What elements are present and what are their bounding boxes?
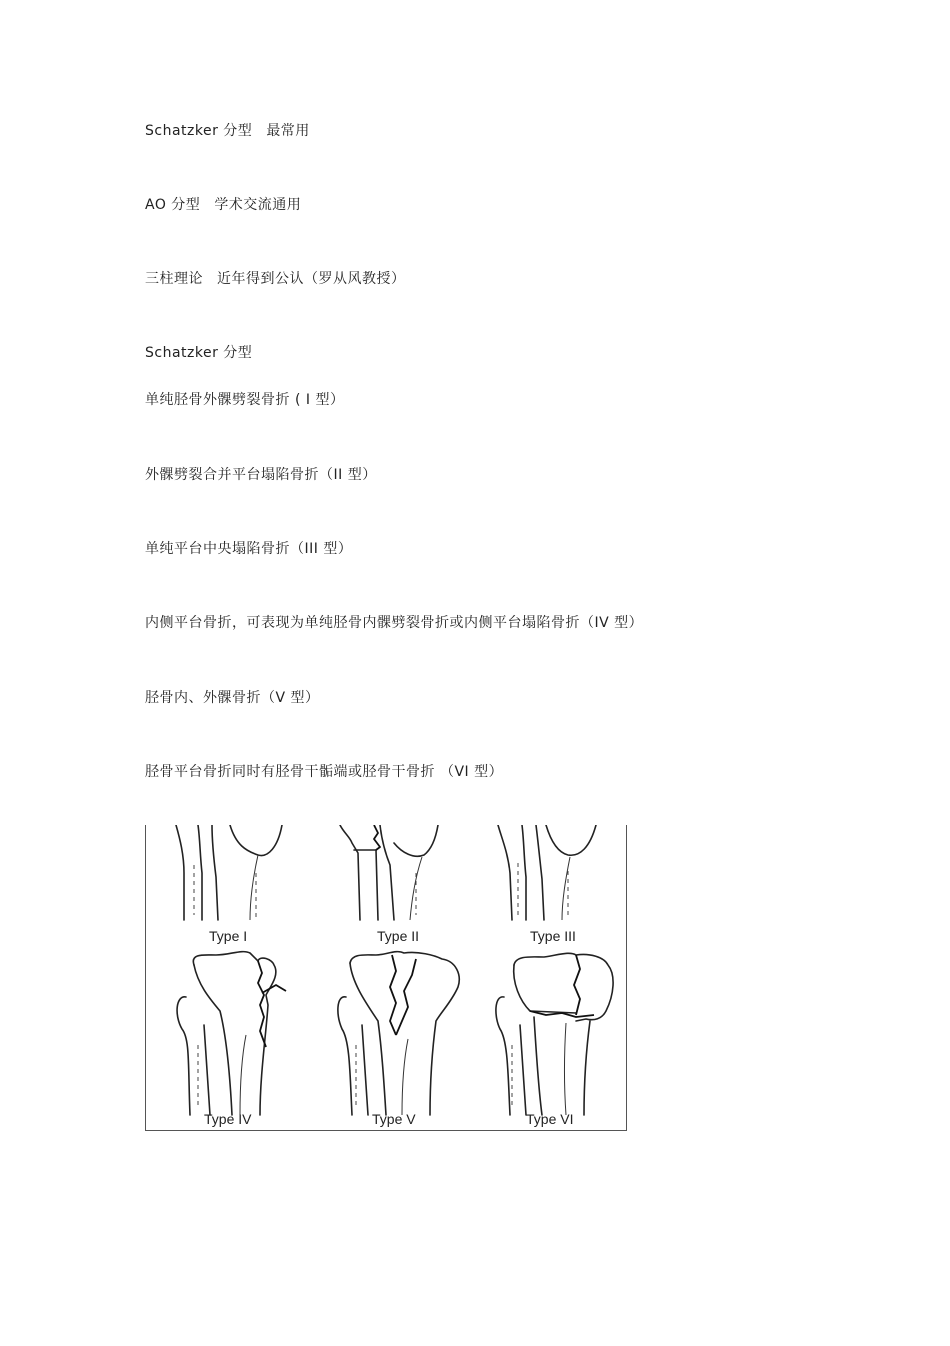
figure-label-type-ii: Type II <box>377 928 420 944</box>
note: 近年得到公认（罗从风教授） <box>217 271 406 287</box>
figure-label-type-iv: Type IV <box>204 1111 252 1127</box>
note: 学术交流通用 <box>214 197 302 213</box>
type-i-text: 单纯胫骨外髁劈裂骨折 ( I 型） <box>145 392 345 408</box>
figure-label-type-vi: Type VI <box>526 1111 574 1127</box>
type-i-drawing <box>176 825 282 920</box>
type-iii-text: 单纯平台中央塌陷骨折（III 型） <box>145 541 353 557</box>
figure-label-type-iii: Type III <box>530 928 576 944</box>
term: AO 分型 <box>145 197 201 213</box>
line-schatzker <box>145 120 310 140</box>
type-iii-drawing <box>498 825 596 920</box>
type-vi-drawing <box>496 953 613 1115</box>
type-v-text: 胫骨内、外髁骨折（V 型） <box>145 690 320 706</box>
term: 三柱理论 <box>145 271 203 287</box>
section-heading: Schatzker 分型 <box>145 345 253 361</box>
type-iv-text: 内侧平台骨折，可表现为单纯胫骨内髁劈裂骨折或内侧平台塌陷骨折（IV 型） <box>145 615 644 631</box>
line-three-column <box>145 268 406 288</box>
schatzker-classification-figure <box>145 825 627 1131</box>
figure-label-type-v: Type V <box>372 1111 416 1127</box>
type-ii-text: 外髁劈裂合并平台塌陷骨折（II 型） <box>145 467 377 483</box>
type-vi-text: 胫骨平台骨折同时有胫骨干骺端或胫骨干骨折 （VI 型） <box>145 764 504 780</box>
type-iv-drawing <box>177 952 286 1115</box>
line-ao <box>145 194 301 214</box>
type-v-drawing <box>338 952 459 1115</box>
note: 最常用 <box>266 123 310 139</box>
type-ii-drawing <box>340 825 438 920</box>
term: Schatzker 分型 <box>145 123 253 139</box>
figure-label-type-i: Type I <box>209 928 248 944</box>
